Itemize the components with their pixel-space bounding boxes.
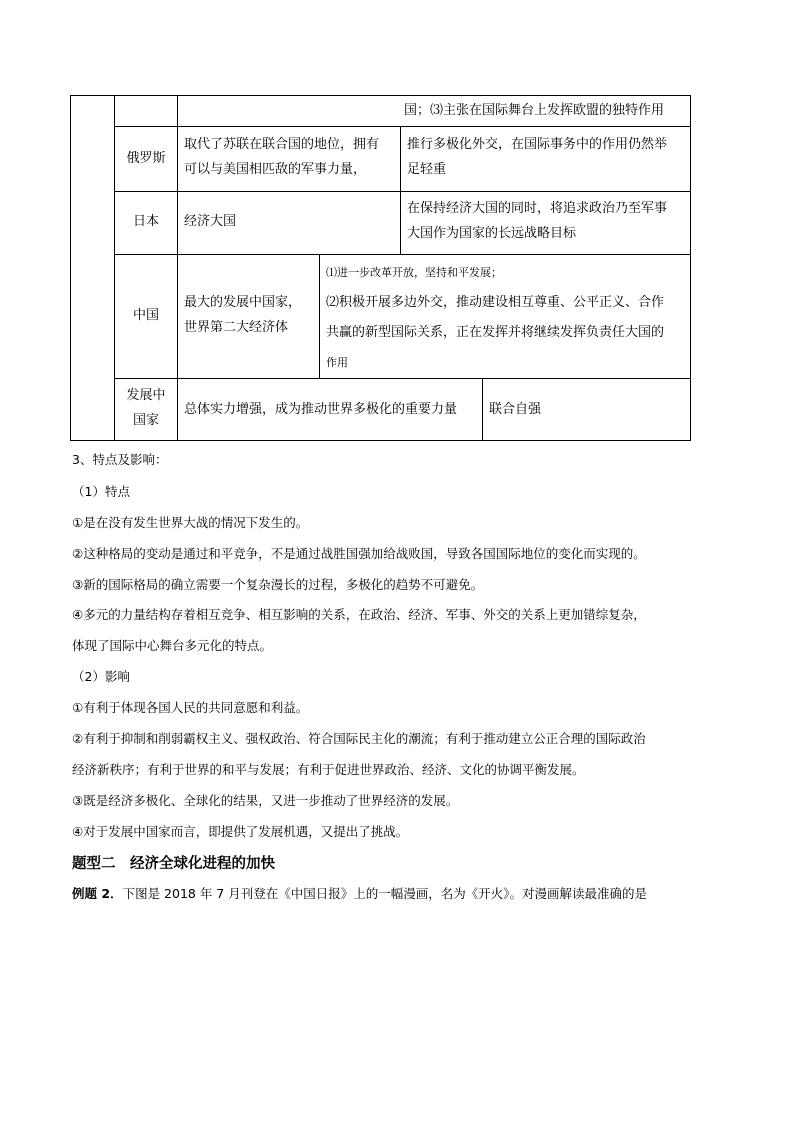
policy-line: 推行多极化外交，在国际事务中的作用仍然举 bbox=[407, 137, 668, 152]
feature-item: ③新的国际格局的确立需要一个复杂漫长的过程，多极化的趋势不可避免。 bbox=[72, 577, 484, 592]
country-label: 国家 bbox=[132, 413, 159, 428]
china-policy bbox=[326, 258, 688, 378]
example-label: 例题 2． bbox=[72, 886, 123, 901]
example-question bbox=[72, 884, 647, 902]
country-developing bbox=[115, 383, 177, 433]
russia-policy bbox=[407, 132, 689, 182]
russia-status bbox=[184, 132, 398, 182]
feature-item: 体现了国际中心舞台多元化的特点。 bbox=[72, 638, 273, 653]
country-label: 中国 bbox=[132, 308, 159, 323]
feature-item: ①是在没有发生世界大战的情况下发生的。 bbox=[72, 515, 309, 530]
country-russia bbox=[115, 146, 177, 171]
country-status-table bbox=[0, 0, 794, 445]
country-label: 发展中 bbox=[126, 388, 166, 403]
impact-heading: （2）影响 bbox=[72, 669, 130, 684]
impact-item: 经济新秩序；有利于世界的和平与发展；有利于促进世界政治、经济、文化的协调平衡发展。 bbox=[72, 762, 585, 777]
japan-status bbox=[184, 209, 398, 234]
section-title: 3、特点及影响： bbox=[72, 452, 168, 467]
china-status bbox=[184, 290, 318, 340]
policy-line: 在保持经济大国的同时，将追求政治乃至军事 bbox=[407, 201, 668, 216]
features-heading: （1）特点 bbox=[72, 484, 130, 499]
cell-text: 国；⑶主张在国际舞台上发挥欧盟的独特作用 bbox=[404, 103, 665, 118]
policy-line: ⑵积极开展多边外交，推动建设相互尊重、公平正义、合作 bbox=[326, 295, 665, 310]
country-china bbox=[115, 303, 177, 328]
impact-item: ③既是经济多极化、全球化的结果，又进一步推动了世界经济的发展。 bbox=[72, 793, 459, 808]
policy-line: 联合自强 bbox=[489, 402, 542, 417]
impact-item: ②有利于抑制和削弱霸权主义、强权政治、符合国际民主化的潮流；有利于推动建立公正合理的国际政治 bbox=[72, 731, 646, 746]
status-line: 经济大国 bbox=[184, 214, 237, 229]
feature-item: ②这种格局的变动是通过和平竞争，不是通过战胜国强加给战败国，导致各国国际地位的变化而实现的。 bbox=[72, 546, 646, 561]
impact-item: ④对于发展中国家而言，即提供了发展机遇，又提出了挑战。 bbox=[72, 824, 409, 839]
policy-line: ⑴进一步改革开放，坚持和平发展； bbox=[326, 266, 502, 279]
country-label: 俄罗斯 bbox=[126, 151, 166, 166]
developing-status bbox=[184, 397, 480, 422]
policy-line: 共赢的新型国际关系，正在发挥并将继续发挥负责任大国的 bbox=[326, 325, 665, 340]
country-japan bbox=[115, 209, 177, 234]
policy-line: 大国作为国家的长远战略目标 bbox=[407, 226, 577, 241]
japan-policy bbox=[407, 196, 689, 246]
eu-policy-tail bbox=[404, 98, 686, 123]
developing-policy bbox=[489, 397, 687, 422]
feature-item: ④多元的力量结构存着相互竞争、相互影响的关系，在政治、经济、军事、外交的关系上更加错综复杂， bbox=[72, 607, 646, 622]
country-label: 日本 bbox=[132, 214, 159, 229]
status-line: 取代了苏联在联合国的地位，拥有 bbox=[184, 137, 380, 152]
impact-item: ①有利于体现各国人民的共同意愿和利益。 bbox=[72, 700, 309, 715]
topic-heading: 题型二 经济全球化进程的加快 bbox=[72, 856, 275, 872]
status-line: 可以与美国相匹敌的军事力量， bbox=[184, 162, 367, 177]
example-text: 下图是 2018 年 7 月刊登在《中国日报》上的一幅漫画，名为《开火》。对漫画解读最准确的是 bbox=[122, 886, 647, 901]
status-line: 世界第二大经济体 bbox=[184, 320, 289, 335]
status-line: 最大的发展中国家， bbox=[184, 295, 302, 310]
status-line: 总体实力增强，成为推动世界多极化的重要力量 bbox=[184, 402, 458, 417]
policy-line: 作用 bbox=[326, 356, 348, 369]
policy-line: 足轻重 bbox=[407, 162, 447, 177]
